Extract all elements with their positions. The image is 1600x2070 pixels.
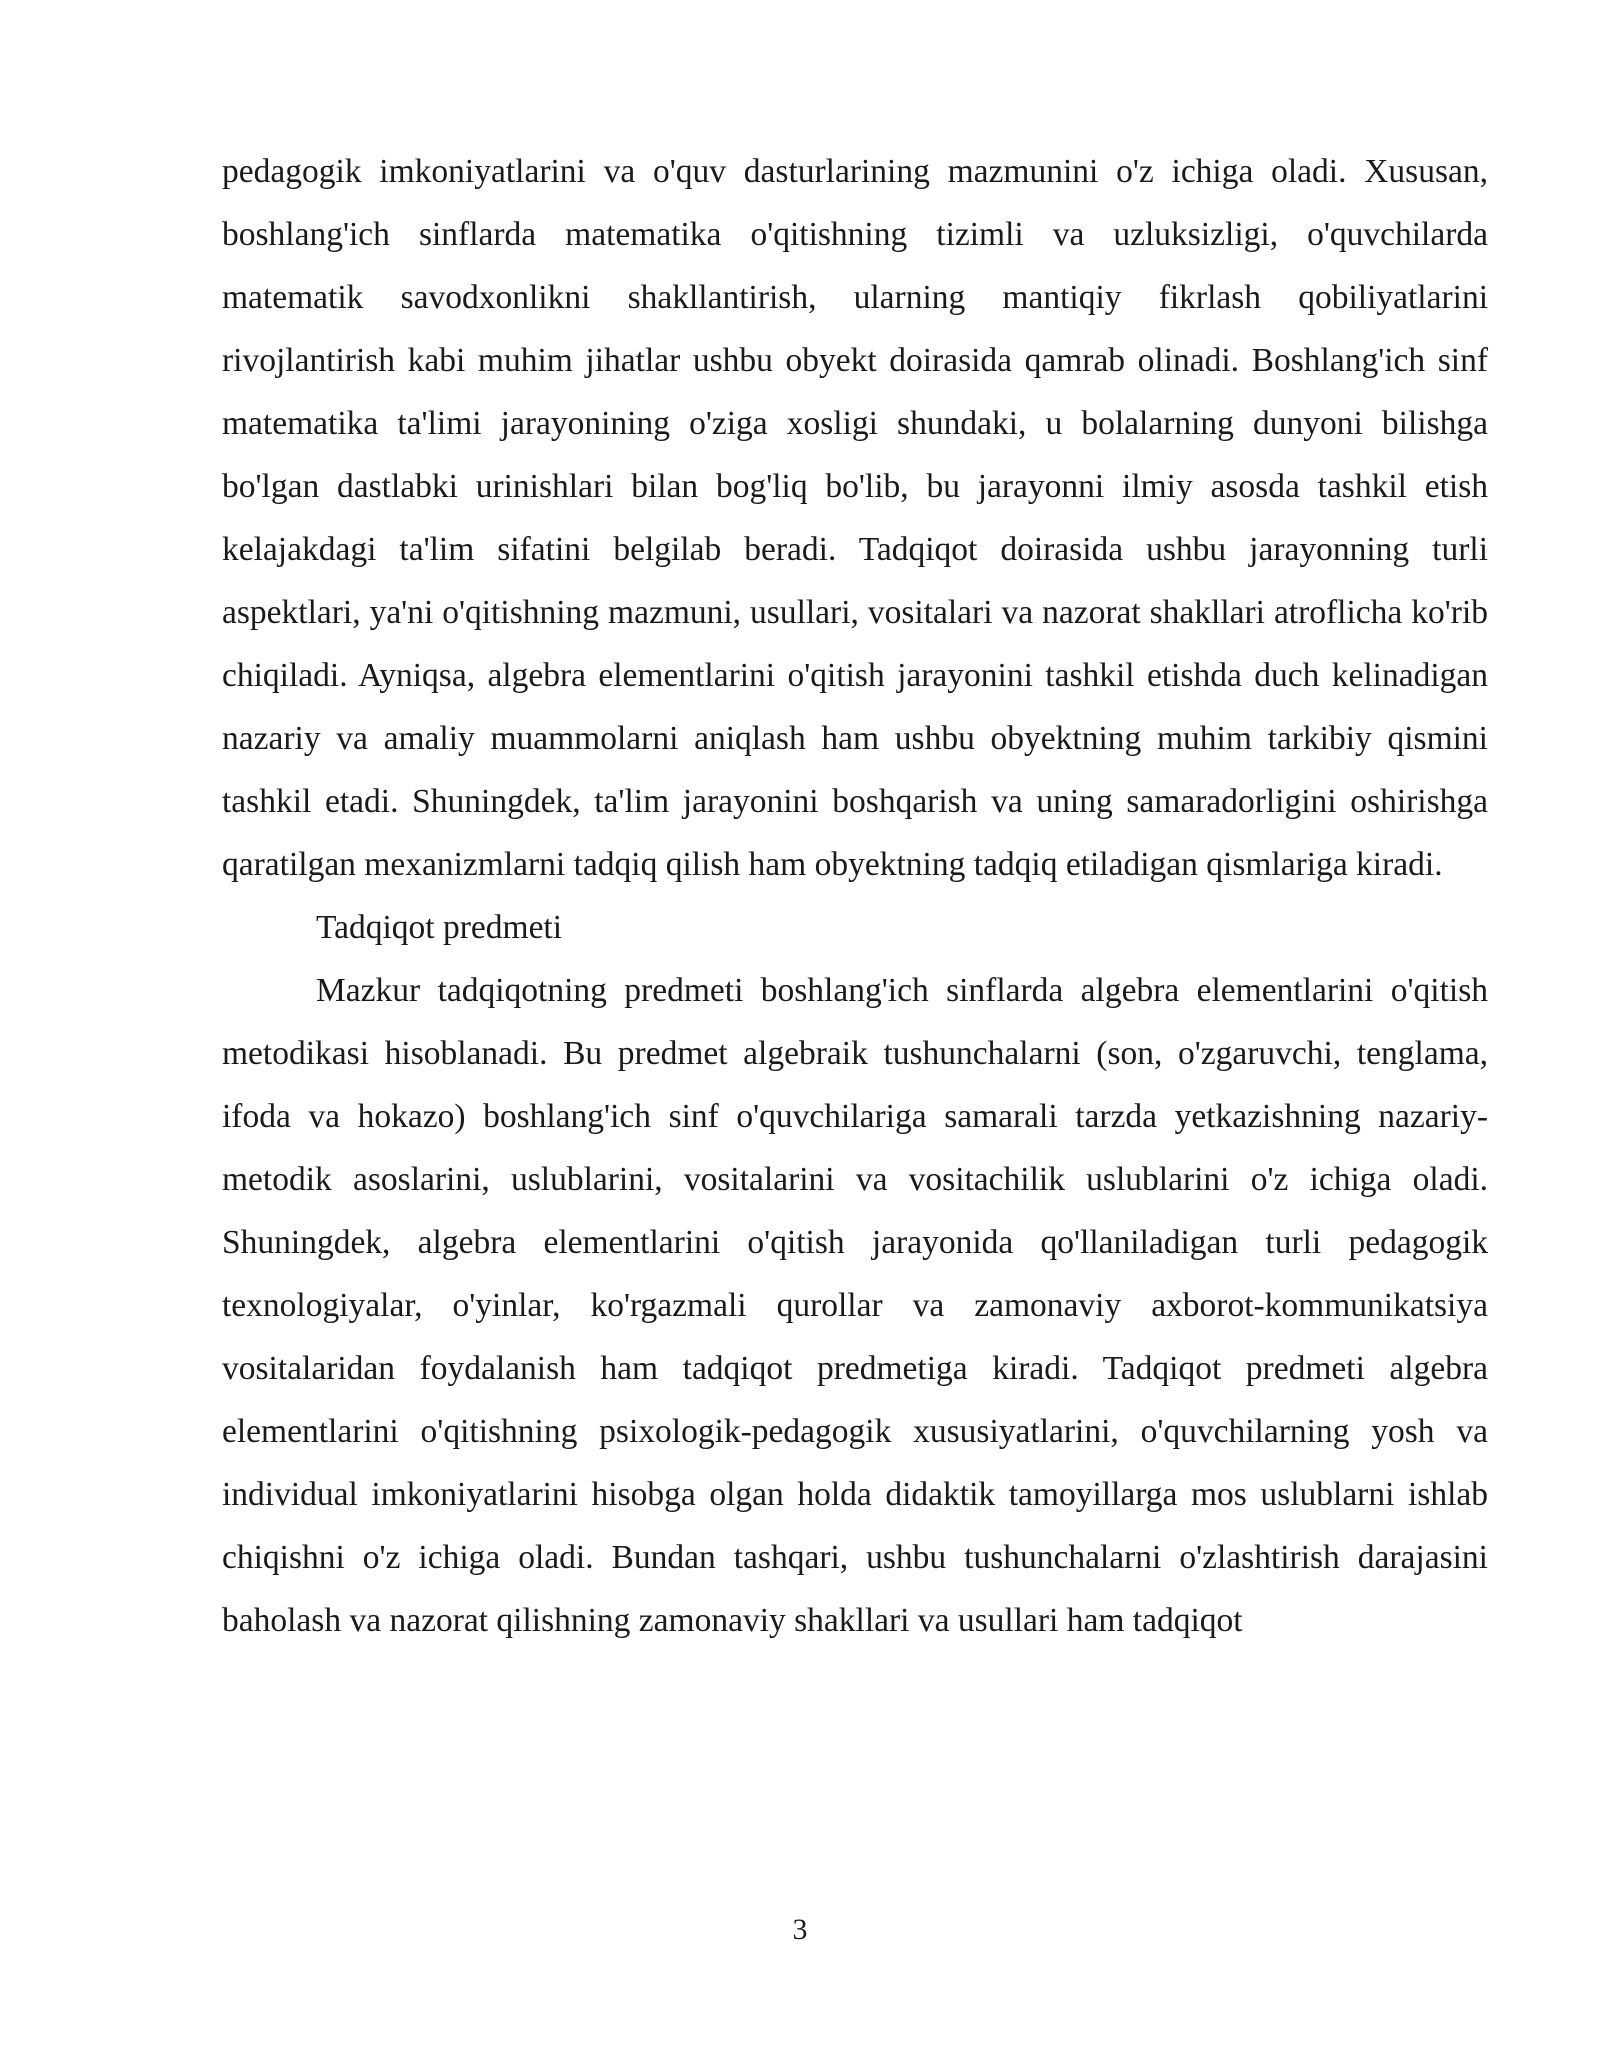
continuation-paragraph: pedagogik imkoniyatlarini va o'quv dasturlarining mazmunini o'z ichiga oladi. Xususan, boshlang'ich sinflarda matematika o'qitishning tizimli va uzluksizligi, o'quvchilarda matematik savodxonlikni shakllantirish, ularning mantiqiy fikrlash qobiliyatlarini rivojlantirish kabi muhim jihatlar ushbu obyekt doirasida qamrab olinadi. Boshlang'ich sinf matematika ta'limi jarayonining o'ziga xosligi shundaki, u bolalarning dunyoni bilishga bo'lgan dastlabki urinishlari bilan bog'liq bo'lib, bu jarayonni ilmiy asosda tashkil etish kelajakdagi ta'lim sifatini belgilab beradi. Tadqiqot doirasida ushbu jarayonning turli aspektlari, ya'ni o'qitishning mazmuni, usullari, vositalari va nazorat shakllari atroflicha ko'rib chiqiladi. Ayniqsa, algebra elementlarini o'qitish jarayonini tashkil etishda duch kelinadigan nazariy va amaliy muammolarni aniqlash ham ushbu obyektning muhim tarkibiy qismini tashkil etadi. Shuningdek, ta'lim jarayonini boshqarish va uning samaradorligini oshirishga qaratilgan mexanizmlarni tadqiq qilish ham obyektning tadqiq etiladigan qismlariga kiradi.	[222, 153, 1488, 883]
section-heading: Tadqiqot predmeti	[316, 909, 563, 946]
section-paragraph: Mazkur tadqiqotning predmeti boshlang'ich sinflarda algebra elementlarini o'qitish metodikasi hisoblanadi. Bu predmet algebraik tushunchalarni (son, o'zgaruvchi, tenglama, ifoda va hokazo) boshlang'ich sinf o'quvchilariga samarali tarzda yetkazishning nazariy-metodik asoslarini, uslublarini, vositalarini va vositachilik uslublarini o'z ichiga oladi. Shuningdek, algebra elementlarini o'qitish jarayonida qo'llaniladigan turli pedagogik texnologiyalar, o'yinlar, ko'rgazmali qurollar va zamonaviy axborot-kommunikatsiya vositalaridan foydalanish ham tadqiqot predmetiga kiradi. Tadqiqot predmeti algebra elementlarini o'qitishning psixologik-pedagogik xususiyatlarini, o'quvchilarning yosh va individual imkoniyatlarini hisobga olgan holda didaktik tamoyillarga mos uslublarni ishlab chiqishni o'z ichiga oladi. Bundan tashqari, ushbu tushunchalarni o'zlashtirish darajasini baholash va nazorat qilishning zamonaviy shakllari va usullari ham tadqiqot	[222, 972, 1488, 1639]
page-number: 3	[792, 1913, 808, 1946]
page-body	[222, 140, 1488, 1652]
